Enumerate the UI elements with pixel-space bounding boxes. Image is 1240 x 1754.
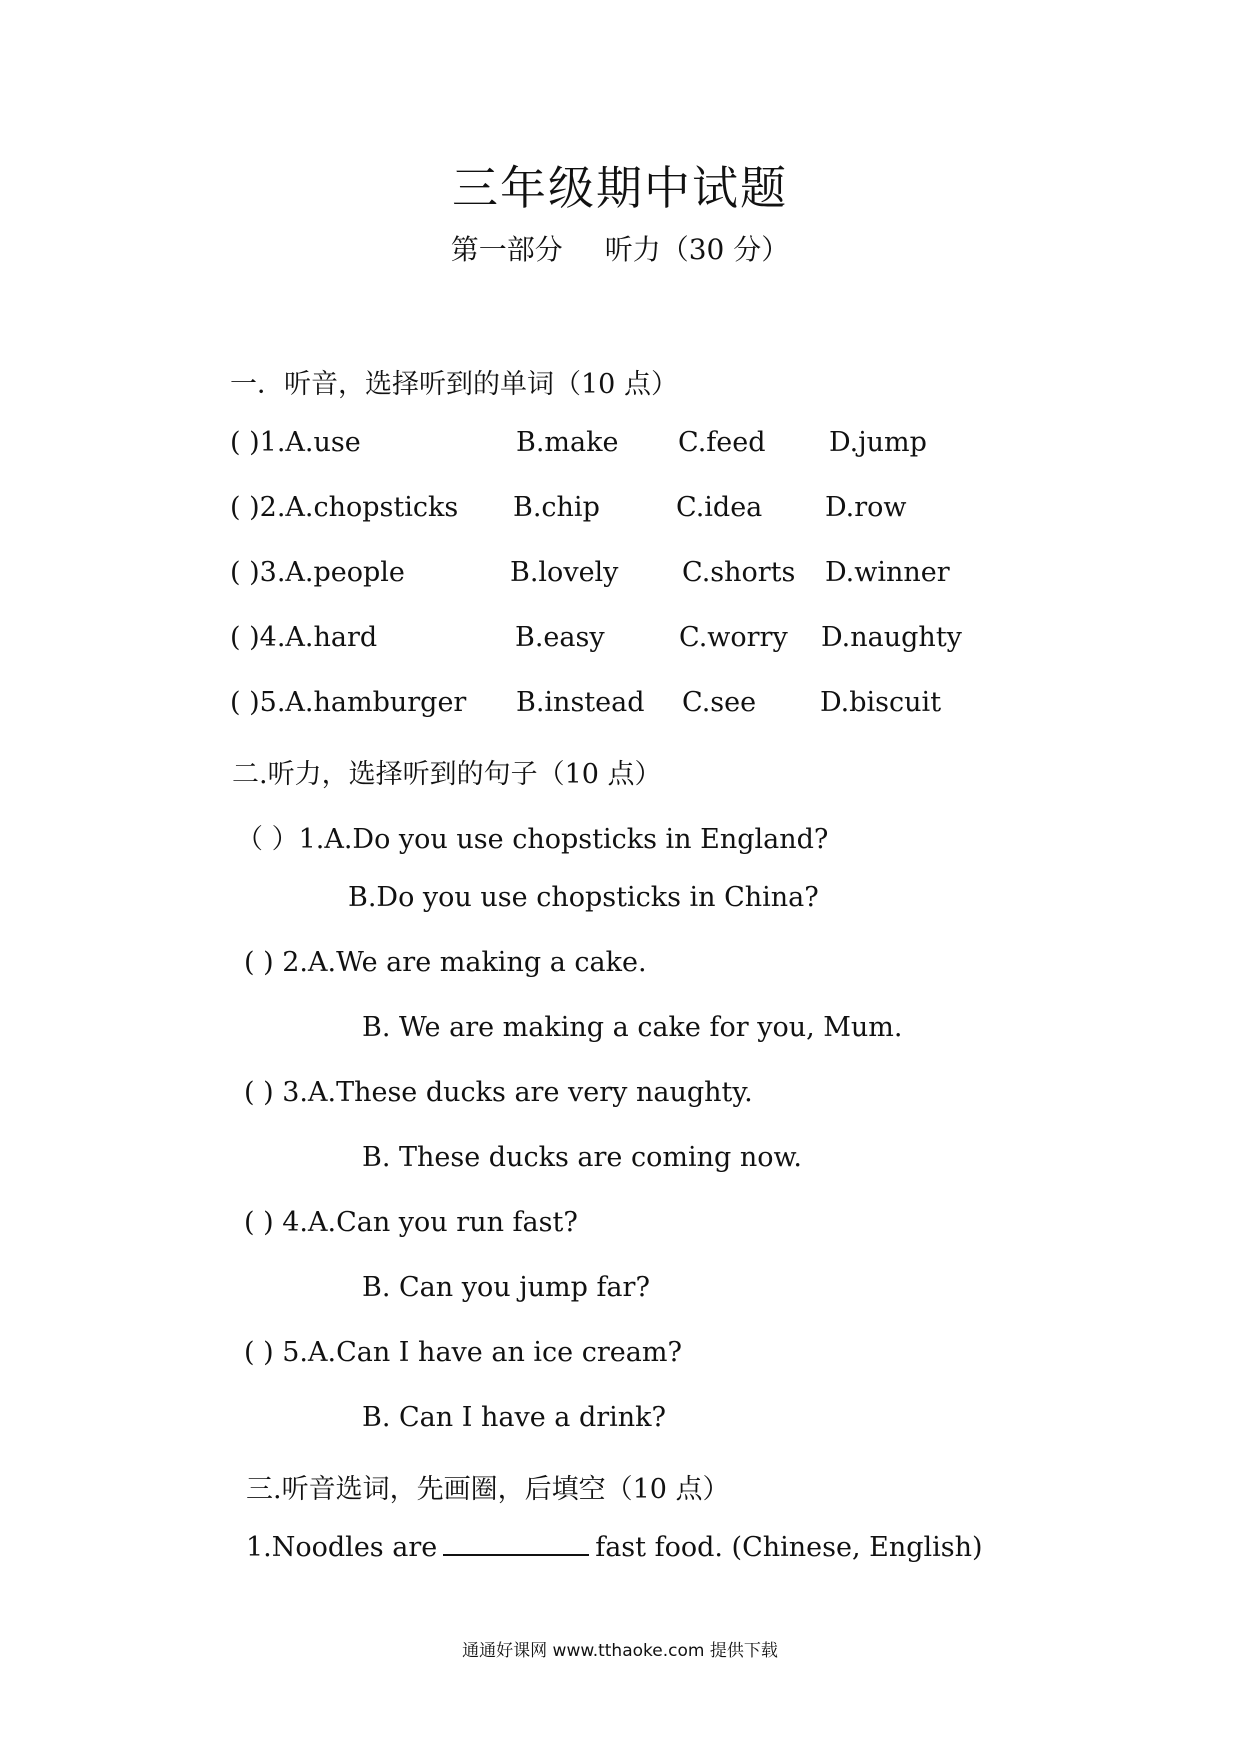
question-option-c: C.feed: [678, 427, 766, 458]
subtitle-section: 听力（30 分）: [604, 233, 790, 266]
section1-heading: 一．听音，选择听到的单词（10 点）: [230, 369, 678, 400]
page-subtitle: [0, 228, 1240, 268]
question-option-a: ( )1.A.use: [230, 427, 361, 458]
section2-question-a: ( ) 3.A.These ducks are very naughty.: [244, 1077, 753, 1108]
page-footer: 通通好课网 www.tthaoke.com 提供下载: [462, 1641, 778, 1661]
section2-question-a: ( ) 5.A.Can I have an ice cream?: [244, 1337, 682, 1368]
question-option-c: C.shorts: [682, 557, 796, 588]
section2-question-a: （ ）1.A.Do you use chopsticks in England?: [236, 824, 829, 855]
section2-question-a: ( ) 2.A.We are making a cake.: [244, 947, 647, 978]
question-option-d: D.jump: [829, 427, 927, 458]
question-option-b: B.instead: [516, 687, 645, 718]
page-title: 三年级期中试题: [452, 161, 788, 215]
section2-question-b: B. These ducks are coming now.: [362, 1142, 802, 1173]
question-text-after: fast food. (Chinese, English): [595, 1532, 983, 1563]
question-option-a: ( )5.A.hamburger: [230, 687, 467, 718]
section2-question-a: ( ) 4.A.Can you run fast?: [244, 1207, 578, 1238]
section2-question-b: B. Can I have a drink?: [362, 1402, 667, 1433]
subtitle-part: 第一部分: [450, 233, 563, 266]
question-option-a: ( )2.A.chopsticks: [230, 492, 459, 523]
answer-blank[interactable]: [443, 1532, 589, 1556]
question-option-c: C.worry: [679, 622, 788, 653]
section3-question: [246, 1532, 983, 1563]
question-option-c: C.see: [682, 687, 757, 718]
question-option-b: B.easy: [515, 622, 605, 653]
section2-question-b: B. We are making a cake for you, Mum.: [362, 1012, 903, 1043]
question-option-a: ( )4.A.hard: [230, 622, 378, 653]
question-option-b: B.make: [516, 427, 619, 458]
question-option-d: D.winner: [825, 557, 950, 588]
question-option-b: B.chip: [513, 492, 600, 523]
question-option-d: D.row: [825, 492, 907, 523]
question-option-c: C.idea: [676, 492, 763, 523]
question-option-d: D.naughty: [821, 622, 962, 653]
question-text-before: 1.Noodles are: [246, 1532, 438, 1563]
section2-question-b: B. Can you jump far?: [362, 1272, 650, 1303]
section2-heading: 二.听力，选择听到的句子（10 点）: [232, 759, 662, 790]
section3-heading: 三.听音选词，先画圈，后填空（10 点）: [246, 1474, 730, 1505]
section2-question-b: B.Do you use chopsticks in China?: [348, 882, 819, 913]
question-option-b: B.lovely: [510, 557, 619, 588]
question-option-d: D.biscuit: [820, 687, 942, 718]
question-option-a: ( )3.A.people: [230, 557, 405, 588]
